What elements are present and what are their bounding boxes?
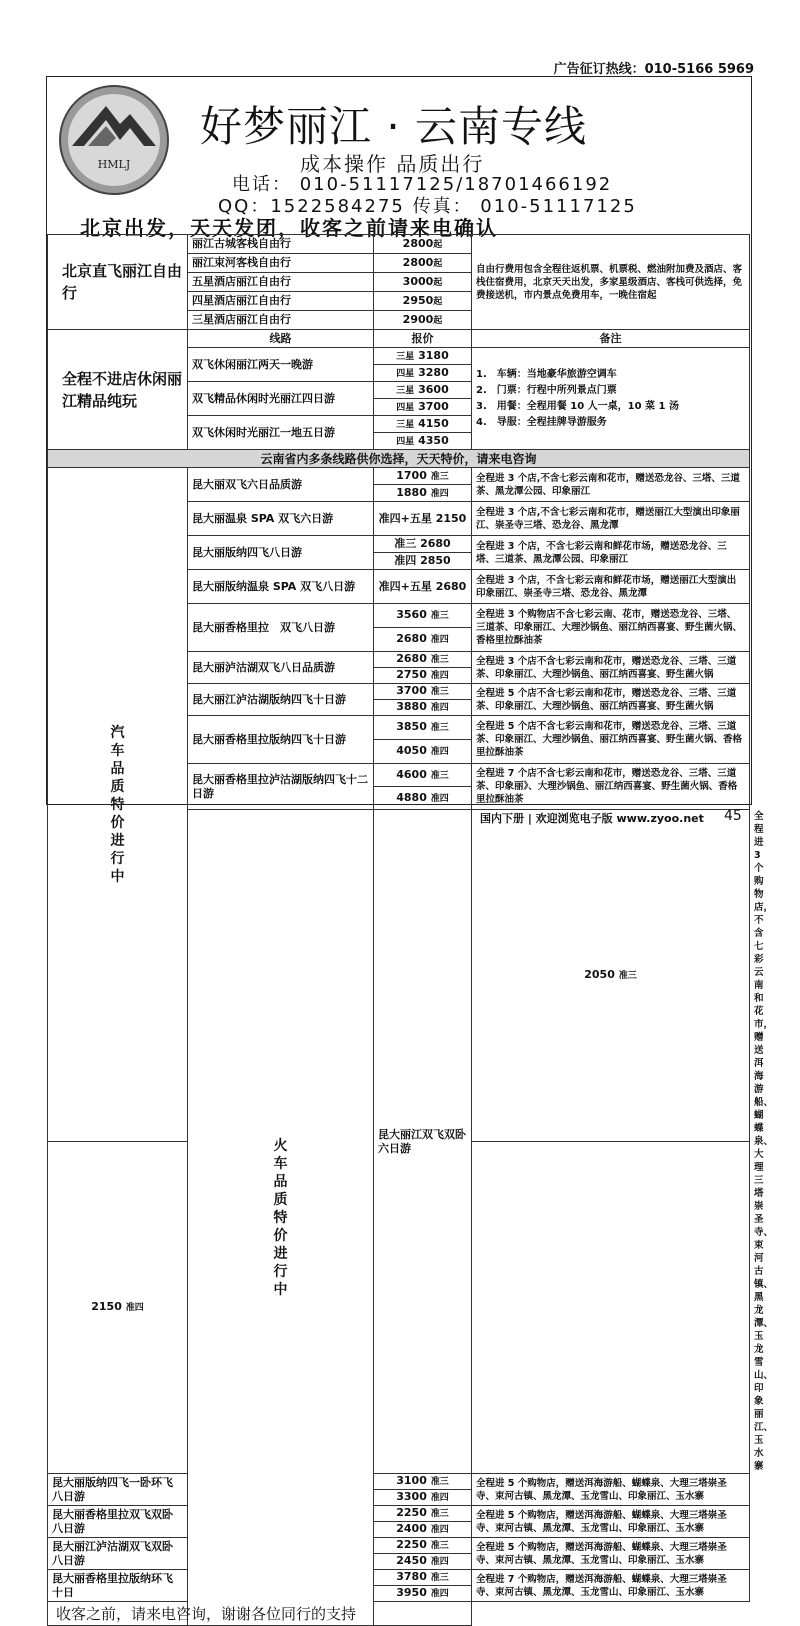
s1-price-3: 2950起	[374, 292, 472, 311]
head-price: 报价	[374, 330, 472, 348]
promo-band: 云南省内多条线路供你选择，天天特价，请来电咨询	[48, 450, 750, 468]
s4-price-1a: 3100 准三	[374, 1474, 472, 1490]
s3-note-0: 全程进 3 个店,不含七彩云南和花市，赠送恐龙谷、三塔、三道茶、黑龙潭公园、印象丽江	[472, 468, 750, 502]
s1-price-4: 2900起	[374, 311, 472, 330]
section4-label: 火车品质特价进行中	[188, 810, 374, 1626]
s4-route-3: 昆大丽江泸沽湖双飞双卧八日游	[48, 1538, 188, 1570]
s3-price-7a: 3850 准三	[374, 716, 472, 740]
s3-route-3: 昆大丽版纳温泉 SPA 双飞八日游	[188, 570, 374, 604]
s3-price-7b: 4050 准四	[374, 740, 472, 764]
s3-price-4a: 3560 准三	[374, 604, 472, 628]
s3-price-3: 准四+五星 2680	[374, 570, 472, 604]
s2-price-2a: 三星 4150	[374, 416, 472, 433]
s4-note-1: 全程进 5 个购物店，赠送洱海游船、蝴蝶泉、大理三塔崇圣寺、束河古镇、黑龙潭、玉龙雪山、印象丽江、玉水寨	[472, 1474, 750, 1506]
s3-note-4: 全程进 3 个购物店不含七彩云南、花市，赠送恐龙谷、三塔、三道茶、印象丽江、大理沙锅鱼、丽江纳西喜宴、野生菌火锅、香格里拉酥油茶	[472, 604, 750, 652]
section1-note: 自由行费用包含全程往返机票、机票税、燃油附加费及酒店、客栈住宿费用，北京天天出发，多家星级酒店、客栈可供选择，免费接送机，市内景点免费用车，一晚住宿起	[472, 235, 750, 330]
s3-price-5a: 2680 准三	[374, 652, 472, 668]
s1-route-3: 四星酒店丽江自由行	[188, 292, 374, 311]
s4-price-3a: 2250 准三	[374, 1538, 472, 1554]
page-number: 45	[724, 808, 742, 824]
s2-price-0b: 四星 3280	[374, 365, 472, 382]
s1-route-1: 丽江束河客栈自由行	[188, 254, 374, 273]
svg-text:HMLJ: HMLJ	[97, 158, 131, 171]
s3-price-8b: 4880 准四	[374, 787, 472, 810]
s3-price-0b: 1880 准四	[374, 485, 472, 502]
footer-text: 国内下册 | 欢迎浏览电子版 www.zyoo.net	[480, 812, 704, 825]
s3-price-6b: 3880 准四	[374, 700, 472, 716]
ad-hotline: 广告征订热线：010-5166 5969	[553, 62, 754, 77]
s4-price-2a: 2250 准三	[374, 1506, 472, 1522]
s3-price-2a: 准三 2680	[374, 536, 472, 553]
s3-note-1: 全程进 3 个店,不含七彩云南和花市，赠送丽江大型演出印象丽江、崇圣寺三塔、恐龙谷、黑龙潭	[472, 502, 750, 536]
s3-note-5: 全程进 3 个店不含七彩云南和花市，赠送恐龙谷、三塔、三道茶、印象丽江、大理沙锅鱼、丽江纳西喜宴、野生菌火锅	[472, 652, 750, 684]
phone-line: 电话： 010-51117125/18701466192	[232, 174, 613, 195]
page-title: 好梦丽江 · 云南专线	[200, 102, 588, 151]
s2-route-0: 双飞休闲丽江两天一晚游	[188, 348, 374, 382]
s4-note-2: 全程进 5 个购物店，赠送洱海游船、蝴蝶泉、大理三塔崇圣寺、束河古镇、黑龙潭、玉龙雪山、印象丽江、玉水寨	[472, 1506, 750, 1538]
s3-note-7: 全程进 5 个店不含七彩云南和花市，赠送恐龙谷、三塔、三道茶、印象丽江、大理沙锅鱼、丽江纳西喜宴、野生菌火锅、香格里拉酥油茶	[472, 716, 750, 764]
s3-route-5: 昆大丽泸沽湖双飞八日品质游	[188, 652, 374, 684]
s3-route-7: 昆大丽香格里拉版纳四飞十日游	[188, 716, 374, 764]
qq-fax-line: QQ：1522584275 传真： 010-51117125	[218, 196, 637, 217]
s2-price-1b: 四星 3700	[374, 399, 472, 416]
section2-notes: 1. 车辆：当地豪华旅游空调车 2. 门票：行程中所列景点门票 3. 用餐：全程用餐 10 人一桌，10 菜 1 汤 4. 导服：全程挂牌导游服务	[472, 348, 750, 450]
s1-price-1: 2800起	[374, 254, 472, 273]
s4-route-0: 昆大丽江双飞双卧六日游	[374, 810, 472, 1474]
head-route: 线路	[188, 330, 374, 348]
s3-note-2: 全程进 3 个店，不含七彩云南和鲜花市场，赠送恐龙谷、三塔、三道茶、黑龙潭公园、印象丽江	[472, 536, 750, 570]
section2-label: 全程不进店休闲丽江精品纯玩	[48, 330, 188, 450]
s2-price-2b: 四星 4350	[374, 433, 472, 450]
s3-note-3: 全程进 3 个店，不含七彩云南和鲜花市场，赠送丽江大型演出印象丽江、崇圣寺三塔、恐龙谷、黑龙潭	[472, 570, 750, 604]
s4-price-0a: 2050 准三	[472, 810, 750, 1142]
section1-label: 北京直飞丽江自由行	[48, 235, 188, 330]
s1-route-4: 三星酒店丽江自由行	[188, 311, 374, 330]
s4-price-3b: 2450 准四	[374, 1554, 472, 1570]
s4-price-4b: 3950 准四	[374, 1586, 472, 1602]
s3-price-1: 准四+五星 2150	[374, 502, 472, 536]
s4-route-4: 昆大丽香格里拉版纳环飞十日	[48, 1570, 188, 1602]
s3-route-0: 昆大丽双飞六日品质游	[188, 468, 374, 502]
s3-price-5b: 2750 准四	[374, 668, 472, 684]
s1-price-2: 3000起	[374, 273, 472, 292]
s2-price-0a: 三星 3180	[374, 348, 472, 365]
s2-price-1a: 三星 3600	[374, 382, 472, 399]
s4-price-2b: 2400 准四	[374, 1522, 472, 1538]
s2-route-1: 双飞精品休闲时光丽江四日游	[188, 382, 374, 416]
s3-note-6: 全程进 5 个店不含七彩云南和花市，赠送恐龙谷、三塔、三道茶、印象丽江、大理沙锅鱼、丽江纳西喜宴、野生菌火锅	[472, 684, 750, 716]
s3-route-2: 昆大丽版纳四飞八日游	[188, 536, 374, 570]
s4-price-4a: 3780 准三	[374, 1570, 472, 1586]
s3-route-1: 昆大丽温泉 SPA 双飞六日游	[188, 502, 374, 536]
s3-route-6: 昆大丽江泸沽湖版纳四飞十日游	[188, 684, 374, 716]
s2-route-2: 双飞休闲时光丽江一地五日游	[188, 416, 374, 450]
route-table: 北京直飞丽江自由行 丽江古城客栈自由行 2800起 自由行费用包含全程往返机票、机票税、燃油附加费及酒店、客栈住宿费用，北京天天出发，多家星级酒店、客栈可供选择，免费接送机，市内景点免费用车，一晚住宿起 丽江束河客栈自由行 2800起 五星酒店丽江自由行 3000起 四星酒店丽江自由行 2950起 三星酒店丽江自由行 2900起 全程不进店休闲丽江精品纯玩 线路 报价 备注 双飞休闲丽江两天一晚游 三星 3180 1. 车辆：当地豪华旅游空调车 2. 门票：行程中所列景点门票 3. 用餐：全程用餐 10 人一桌，10 菜 1 汤 4. 导服：全程挂牌导游服务 四星 3280 双飞精品休闲时光丽江四日游 三星 3600 四星 3700 双飞休闲时光丽江一地五日游 三星 4150 四星 4350 云南省内多条线路供你选择，天天特价，请来电咨询 汽车品质特价进行中 昆大丽双飞六日品质游 1700 准三 全程进 3 个店,不含七彩云南和花市，赠送恐龙谷、三塔、三道茶、黑龙潭公园、印象丽江 1880 准四 昆大丽温泉 SPA 双飞六日游 准四+五星 2150 全程进 3 个店,不含七彩云南和花市，赠送丽江大型演出印象丽江、崇圣寺三塔、恐龙谷、黑龙潭 昆大丽版纳四飞八日游 准三 2680 全程进 3 个店，不含七彩云南和鲜花市场，赠送恐龙谷、三塔、三道茶、黑龙潭公园、印象丽江 准四 2850 昆大丽版纳温泉 SPA 双飞八日游 准四+五星 2680 全程进 3 个店，不含七彩云南和鲜花市场，赠送丽江大型演出印象丽江、崇圣寺三塔、恐龙谷、黑龙潭 昆大丽香格里拉 双飞八日游 3560 准三 全程进 3 个购物店不含七彩云南、花市，赠送恐龙谷、三塔、三道茶、印象丽江、大理沙锅鱼、丽江纳西喜宴、野生菌火锅、香格里拉酥油茶 2680 准四 昆大丽泸沽湖双飞八日品质游 2680 准三 全程进 3 个店不含七彩云南和花市，赠送恐龙谷、三塔、三道茶、印象丽江、大理沙锅鱼、丽江纳西喜宴、野生菌火锅 2750 准四 昆大丽江泸沽湖版纳四飞十日游 3700 准三 全程进 5 个店不含七彩云南和花市，赠送恐龙谷、三塔、三道茶、印象丽江、大理沙锅鱼、丽江纳西喜宴、野生菌火锅 3880 准四 昆大丽香格里拉版纳四飞十日游 3850 准三 全程进 5 个店不含七彩云南和花市，赠送恐龙谷、三塔、三道茶、印象丽江、大理沙锅鱼、丽江纳西喜宴、野生菌火锅、香格里拉酥油茶 4050 准四 昆大丽香格里拉泸沽湖版纳四飞十二日游 4600 准三 全程进 7 个店不含七彩云南和花市，赠送恐龙谷、三塔、三道茶、印象丽》、大理沙锅鱼、丽江纳西喜宴、野生菌火锅、香格里拉酥油茶 4880 准四 火车品质特价进行中 昆大丽江双飞双卧六日游 2050 准三 全程进 3 个购物店，不含七彩云南和花市，赠送洱海游船、蝴蝶泉、大理三塔崇圣寺、束河古镇、黑龙潭、玉龙雪山、印象丽江、玉水寨 2150 准四 昆大丽版纳四飞一卧环飞八日游 3100 准三 全程进 5 个购物店，赠送洱海游船、蝴蝶泉、大理三塔崇圣寺、束河古镇、黑龙潭、玉龙雪山、印象丽江、玉水寨 3300 准四 昆大丽香格里拉双飞双卧八日游 2250 准三 全程进 5 个购物店，赠送洱海游船、蝴蝶泉、大理三塔崇圣寺、束河古镇、黑龙潭、玉龙雪山、印象丽江、玉水寨 2400 准四 昆大丽江泸沽湖双飞双卧八日游 2250 准三 全程进 5 个购物店，赠送洱海游船、蝴蝶泉、大理三塔崇圣寺、束河古镇、黑龙潭、玉龙雪山、印象丽江、玉水寨 2450 准四 昆大丽香格里拉版纳环飞十日 3780 准三 全程进 7 个购物店，赠送洱海游船、蝴蝶泉、大理三塔崇圣寺、束河古镇、黑龙潭、玉龙雪山、印象丽江、玉水寨 3950 准四 收客之前，请来电咨询，谢谢各位同行的支持	[47, 234, 750, 1626]
s4-route-1: 昆大丽版纳四飞一卧环飞八日游	[48, 1474, 188, 1506]
s1-route-0: 丽江古城客栈自由行	[188, 235, 374, 254]
s4-route-2: 昆大丽香格里拉双飞双卧八日游	[48, 1506, 188, 1538]
s4-note-3: 全程进 5 个购物店，赠送洱海游船、蝴蝶泉、大理三塔崇圣寺、束河古镇、黑龙潭、玉龙雪山、印象丽江、玉水寨	[472, 1538, 750, 1570]
s1-price-0: 2800起	[374, 235, 472, 254]
closing-note: 收客之前，请来电咨询，谢谢各位同行的支持	[48, 1602, 472, 1626]
s3-price-8a: 4600 准三	[374, 764, 472, 787]
head-note: 备注	[472, 330, 750, 348]
slogan: 北京出发，天天发团，收客之前请来电确认	[80, 216, 498, 240]
s3-note-8: 全程进 7 个店不含七彩云南和花市，赠送恐龙谷、三塔、三道茶、印象丽》、大理沙锅鱼、丽江纳西喜宴、野生菌火锅、香格里拉酥油茶	[472, 764, 750, 810]
subtitle: 成本操作 品质出行	[300, 152, 485, 176]
s4-price-0b: 2150 准四	[48, 1142, 188, 1474]
s3-price-0a: 1700 准三	[374, 468, 472, 485]
mountain-logo-icon	[58, 84, 170, 196]
s3-price-2b: 准四 2850	[374, 553, 472, 570]
s1-route-2: 五星酒店丽江自由行	[188, 273, 374, 292]
s3-route-8: 昆大丽香格里拉泸沽湖版纳四飞十二日游	[188, 764, 374, 810]
section3-label: 汽车品质特价进行中	[48, 468, 188, 1142]
s4-note-4: 全程进 7 个购物店，赠送洱海游船、蝴蝶泉、大理三塔崇圣寺、束河古镇、黑龙潭、玉龙雪山、印象丽江、玉水寨	[472, 1570, 750, 1602]
s3-route-4: 昆大丽香格里拉 双飞八日游	[188, 604, 374, 652]
s3-price-6a: 3700 准三	[374, 684, 472, 700]
s3-price-4b: 2680 准四	[374, 628, 472, 652]
s4-price-1b: 3300 准四	[374, 1490, 472, 1506]
